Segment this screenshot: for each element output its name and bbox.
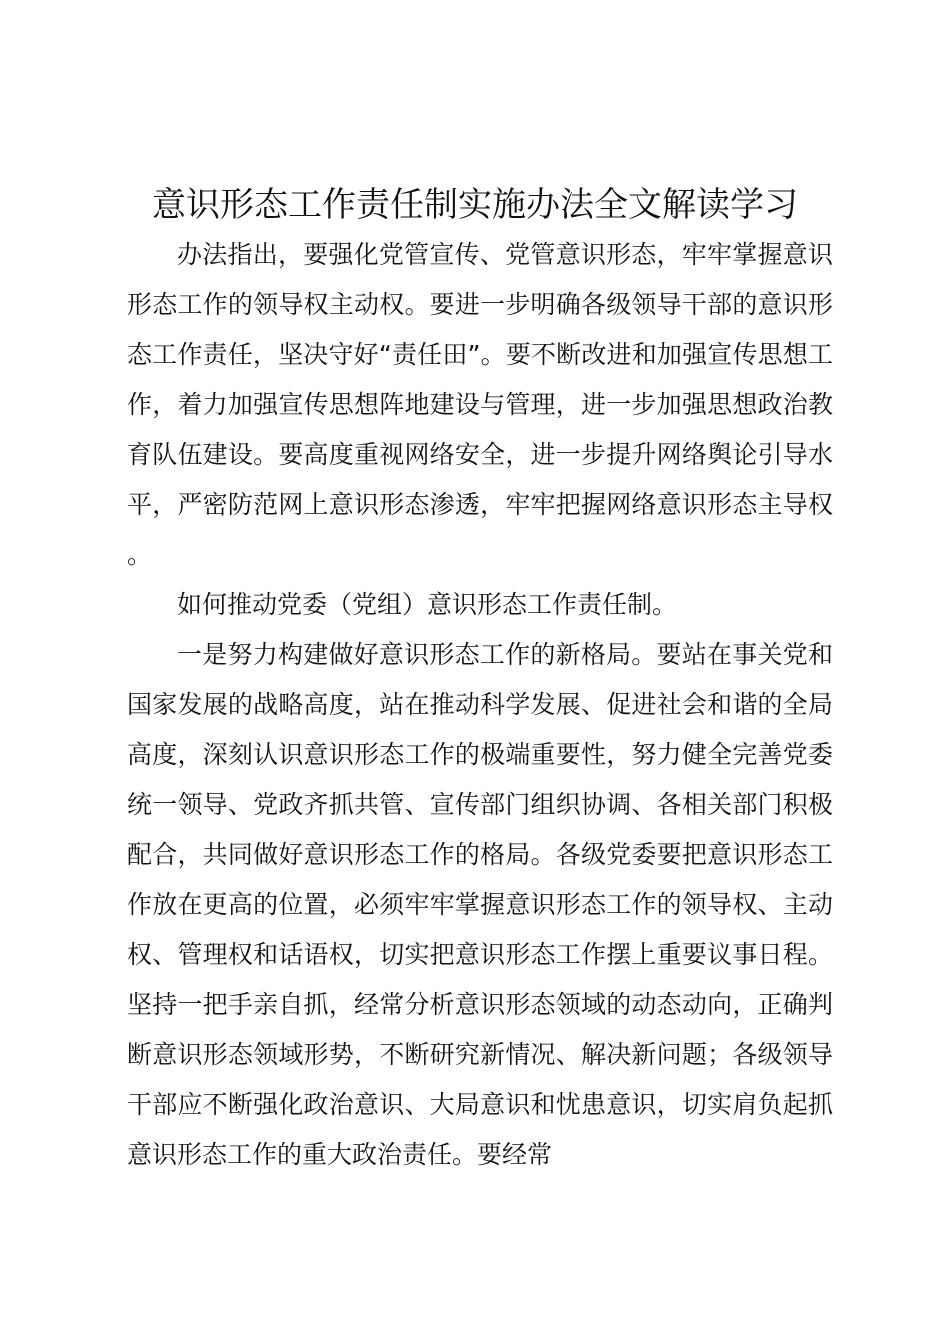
paragraph-1: 办法指出，要强化党管宣传、党管意识形态，牢牢掌握意识形态工作的领导权主动权。要进一步明确各级领导干部的意识形态工作责任，坚决守好“责任田”。要不断改进和加强宣传思想工作，着力加强宣传思想阵地建设与管理，进一步加强思想政治教育队伍建设。要高度重视网络安全，进一步提升网络舆论引导水平，严密防范网上意识形态渗透，牢牢把握网络意识形态主导权。 <box>127 240 833 569</box>
paragraph-3: 一是努力构建做好意识形态工作的新格局。要站在事关党和国家发展的战略高度，站在推动科学发展、促进社会和谐的全局高度，深刻认识意识形态工作的极端重要性，努力健全完善党委统一领导、党政齐抓共管、宣传部门组织协调、各相关部门积极配合，共同做好意识形态工作的格局。各级党委要把意识形态工作放在更高的位置，必须牢牢掌握意识形态工作的领导权、主动权、管理权和话语权，切实把意识形态工作摆上重要议事日程。坚持一把手亲自抓，经常分析意识形态领域的动态动向，正确判断意识形态领域形势，不断研究新情况、解决新问题；各级领导干部应不断强化政治意识、大局意识和忧患意识，切实肩负起抓意识形态工作的重大政治责任。要经常 <box>127 640 833 1169</box>
document-title: 意识形态工作责任制实施办法全文解读学习 <box>152 185 798 225</box>
paragraph-2: 如何推动党委（党组）意识形态工作责任制。 <box>177 590 678 619</box>
document-body <box>127 230 833 1180</box>
